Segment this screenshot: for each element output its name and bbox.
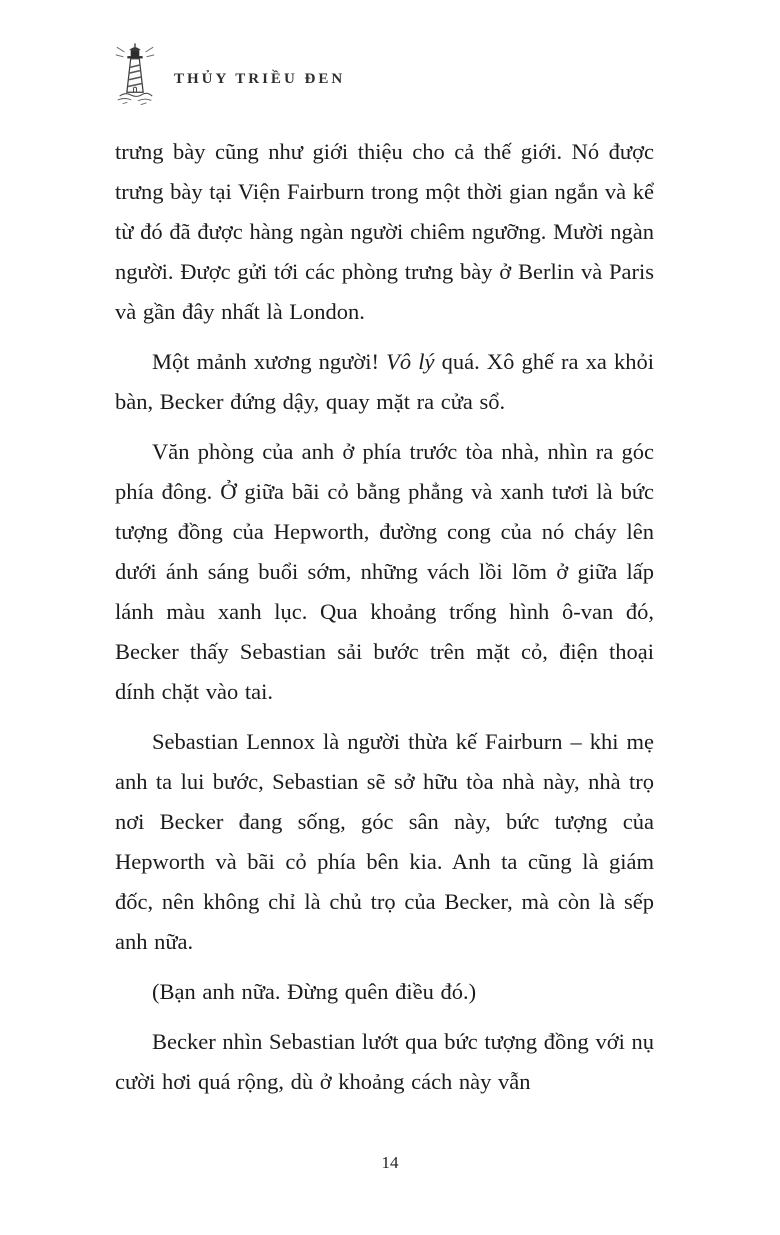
page-header bbox=[0, 0, 780, 112]
running-head-title: THỦY TRIỀU ĐEN bbox=[174, 70, 346, 87]
paragraph-2 bbox=[115, 342, 654, 422]
paragraph-1: trưng bày cũng như giới thiệu cho cả thế giới. Nó được trưng bày tại Viện Fairburn trong một thời gian ngắn và kể từ đó đã được hàng ngàn người chiêm ngưỡng. Mười ngàn người. Được gửi tới các phòng trưng bày ở Berlin và Paris và gần đây nhất là London. bbox=[115, 139, 654, 324]
paragraph-2-run-normal-2: quá. Xô ghế ra xa khỏi bàn, Becker đứng dậy, quay mặt ra cửa sổ. bbox=[115, 349, 654, 414]
paragraph-3: Văn phòng của anh ở phía trước tòa nhà, nhìn ra góc phía đông. Ở giữa bãi cỏ bằng phẳng và xanh tươi là bức tượng đồng của Hepworth, đường cong của nó cháy lên dưới ánh sáng buổi sớm, những vách lồi lõm ở giữa lấp lánh màu xanh lục. Qua khoảng trống hình ô-van đó, Becker thấy Sebastian sải bước trên mặt cỏ, điện thoại dính chặt vào tai. bbox=[115, 439, 654, 704]
page-number: 14 bbox=[381, 1153, 399, 1172]
page-footer bbox=[0, 1153, 780, 1173]
paragraph-4: Sebastian Lennox là người thừa kế Fairburn – khi mẹ anh ta lui bước, Sebastian sẽ sở hữu tòa nhà này, nhà trọ nơi Becker đang sống, góc sân này, bức tượng của Hepworth và bãi cỏ phía bên kia. Anh ta cũng là giám đốc, nên không chỉ là chủ trọ của Becker, mà còn là sếp anh nữa. bbox=[115, 729, 654, 954]
lighthouse-icon bbox=[112, 41, 158, 114]
body-text bbox=[115, 132, 654, 1102]
paragraph-2-run-normal: Một mảnh xương người! bbox=[152, 349, 387, 374]
paragraph-6: Becker nhìn Sebastian lướt qua bức tượng đồng với nụ cười hơi quá rộng, dù ở khoảng cách này vẫn bbox=[115, 1029, 654, 1094]
paragraph-5: (Bạn anh nữa. Đừng quên điều đó.) bbox=[152, 979, 477, 1004]
paragraph-2-run-italic: Vô lý bbox=[386, 349, 435, 374]
